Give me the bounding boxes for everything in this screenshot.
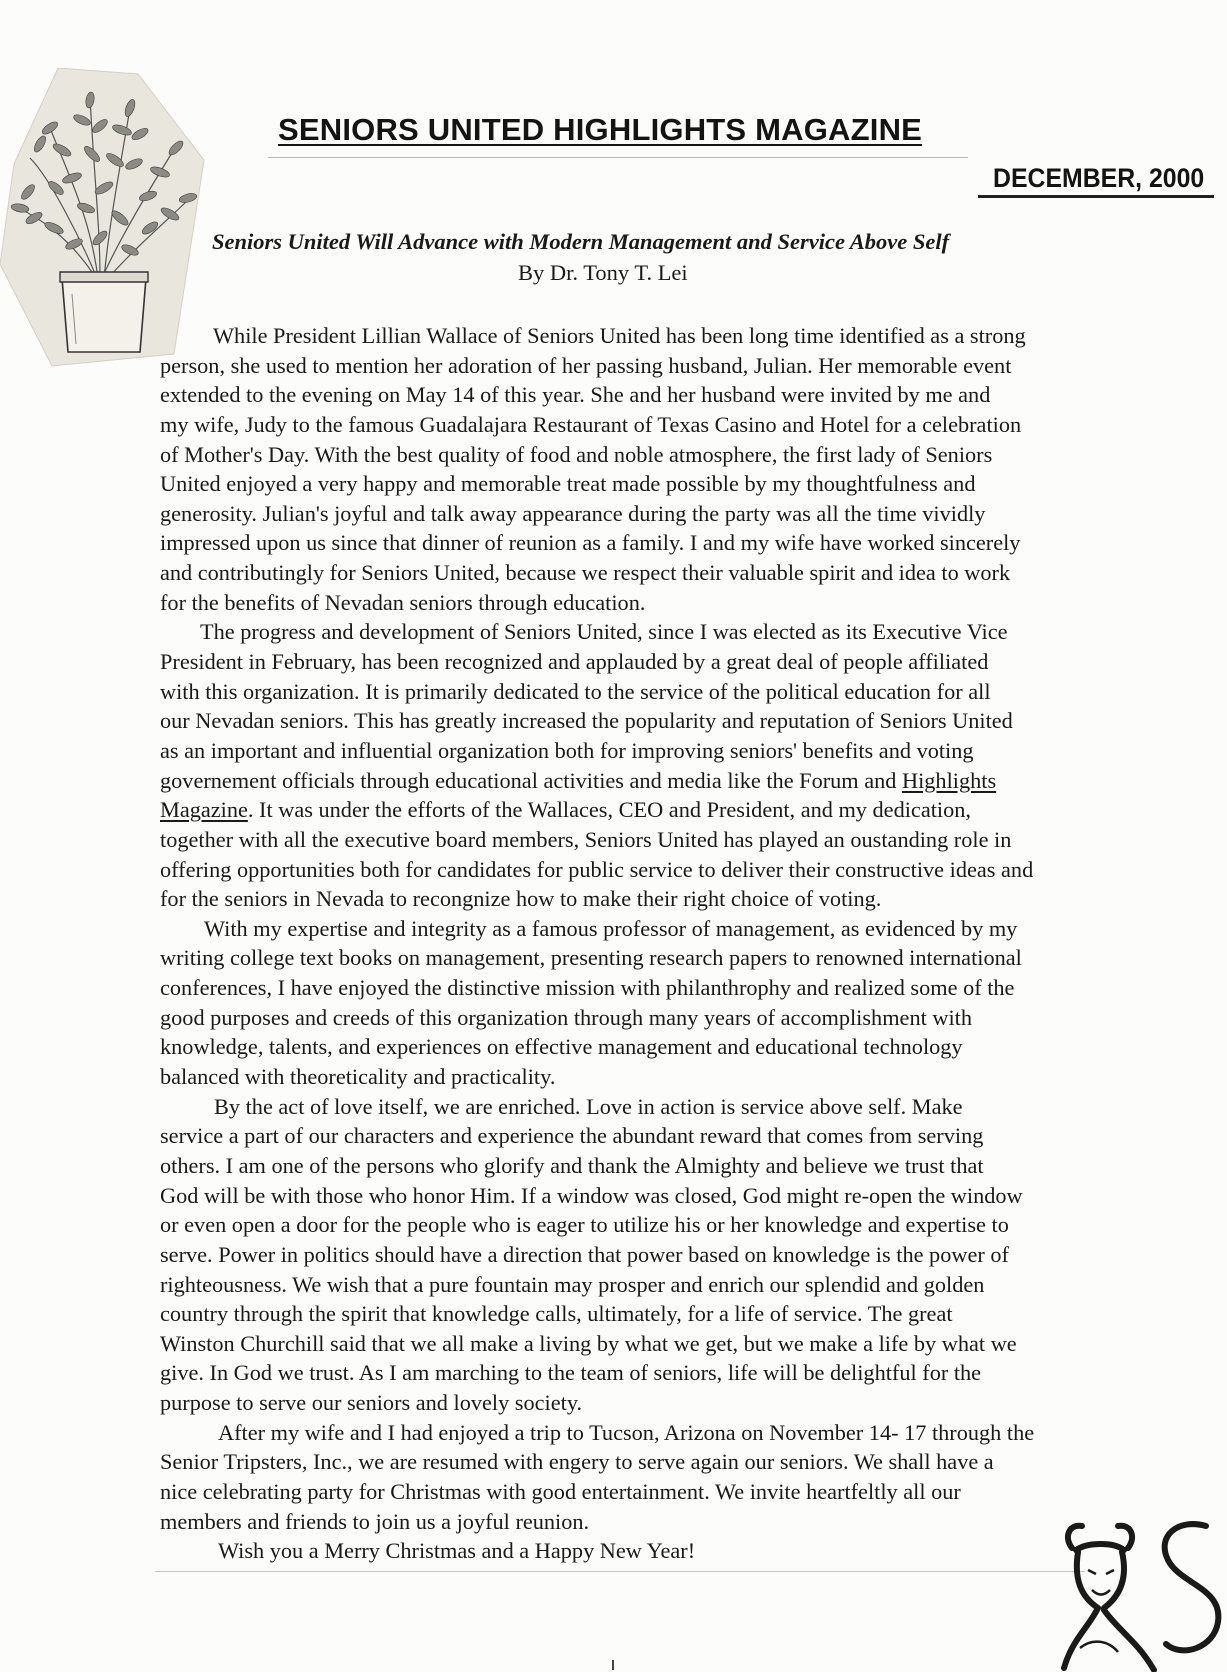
body-line: The progress and development of Seniors United, since I was elected as its Executive Vice bbox=[200, 619, 1008, 645]
body-line: with this organization. It is primarily dedicated to the service of the political education for all bbox=[160, 678, 991, 704]
body-line: Winston Churchill said that we all make a living by what we get, but we make a life by what we bbox=[160, 1330, 1017, 1356]
article-byline: By Dr. Tony T. Lei bbox=[518, 260, 688, 285]
page-mark bbox=[612, 1660, 614, 1670]
body-line: our Nevadan seniors. This has greatly increased the popularity and reputation of Seniors United bbox=[160, 708, 1013, 734]
highlights-magazine-reference: Magazine bbox=[160, 797, 248, 823]
body-line: for the benefits of Nevadan seniors through education. bbox=[160, 589, 646, 615]
body-line: generosity. Julian's joyful and talk away appearance during the party was all the time vividly bbox=[160, 500, 986, 526]
body-line: Senior Tripsters, Inc., we are resumed with engery to serve again our seniors. We shall have a bbox=[160, 1449, 994, 1475]
body-line: offering opportunities both for candidates for public service to deliver their constructive ideas and bbox=[160, 856, 1034, 882]
body-line: knowledge, talents, and experiences on effective management and educational technology bbox=[160, 1034, 963, 1060]
body-line: extended to the evening on May 14 of this year. She and her husband were invited by me and bbox=[160, 382, 991, 408]
issue-date: DECEMBER, 2000 bbox=[993, 163, 1205, 193]
body-line: President in February, has been recognized and applauded by a great deal of people affiliated bbox=[160, 649, 989, 675]
bull-logo-fragment bbox=[1058, 1518, 1227, 1672]
body-line: as an important and influential organization both for improving seniors' benefits and voting bbox=[160, 737, 974, 763]
highlights-magazine-reference: Highlights bbox=[901, 767, 997, 793]
magazine-title: SENIORS UNITED HIGHLIGHTS MAGAZINE bbox=[278, 112, 923, 147]
closing-divider bbox=[155, 1571, 1085, 1572]
body-line: or even open a door for the people who is eager to utilize his or her knowledge and expertise to bbox=[160, 1212, 1009, 1238]
body-line: of Mother's Day. With the best quality of food and noble atmosphere, the first lady of Seniors bbox=[160, 441, 993, 467]
body-line: give. In God we trust. As I am marching to the team of seniors, life will be delightful for the bbox=[160, 1360, 982, 1386]
body-line: together with all the executive board members, Seniors United has played an oustanding role in bbox=[160, 826, 1012, 852]
body-line bbox=[160, 766, 1160, 796]
body-line: United enjoyed a very happy and memorable treat made possible by my thoughtfulness and bbox=[160, 471, 976, 497]
body-line: God will be with those who honor Him. If a window was closed, God might re-open the window bbox=[160, 1182, 1023, 1208]
body-line: writing college text books on management, presenting research papers to renowned international bbox=[160, 945, 1022, 971]
body-line: person, she used to mention her adoration of her passing husband, Julian. Her memorable event bbox=[160, 352, 1012, 378]
body-line: members and friends to join us a joyful reunion. bbox=[160, 1508, 590, 1534]
body-line: service a part of our characters and experience the abundant reward that comes from serving bbox=[160, 1123, 984, 1149]
article-title: Seniors United Will Advance with Modern Management and Service Above Self bbox=[212, 229, 950, 254]
article-body bbox=[160, 321, 1160, 1566]
body-line-text: . It was under the efforts of the Wallaces, CEO and President, and my dedication, bbox=[247, 797, 971, 823]
body-line-text: governement officials through educational activities and media like the Forum and bbox=[160, 767, 902, 793]
issue-date-underline bbox=[978, 195, 1214, 198]
body-line: my wife, Judy to the famous Guadalajara Restaurant of Texas Casino and Hotel for a celebration bbox=[160, 411, 1022, 437]
body-line: After my wife and I had enjoyed a trip to Tucson, Arizona on November 14- 17 through the bbox=[218, 1419, 1035, 1445]
body-line: righteousness. We wish that a pure fountain may prosper and enrich our splendid and golden bbox=[160, 1271, 985, 1297]
body-line: With my expertise and integrity as a famous professor of management, as evidenced by my bbox=[204, 915, 1018, 941]
body-line: good purposes and creeds of this organization through many years of accomplishment with bbox=[160, 1004, 972, 1030]
body-line: nice celebrating party for Christmas with good entertainment. We invite heartfeltly all our bbox=[160, 1478, 961, 1504]
body-line: purpose to serve our seniors and lovely society. bbox=[160, 1390, 583, 1416]
body-line: balanced with theoreticality and practicality. bbox=[160, 1064, 556, 1090]
body-line: country through the spirit that knowledge calls, ultimately, for a life of service. The great bbox=[160, 1301, 953, 1327]
body-line: By the act of love itself, we are enriched. Love in action is service above self. Make bbox=[214, 1093, 963, 1119]
body-line: Wish you a Merry Christmas and a Happy New Year! bbox=[218, 1538, 696, 1564]
body-line bbox=[160, 795, 1160, 825]
body-line: serve. Power in politics should have a direction that power based on knowledge is the power of bbox=[160, 1241, 1009, 1267]
masthead-divider bbox=[268, 157, 968, 158]
body-line: impressed upon us since that dinner of reunion as a family. I and my wife have worked sincerely bbox=[160, 530, 1021, 556]
body-line: and contributingly for Seniors United, because we respect their valuable spirit and idea to work bbox=[160, 560, 1011, 586]
body-line: others. I am one of the persons who glorify and thank the Almighty and believe we trust that bbox=[160, 1152, 984, 1178]
body-line: for the seniors in Nevada to recongnize how to make their right choice of voting. bbox=[160, 886, 882, 912]
body-line: While President Lillian Wallace of Seniors United has been long time identified as a strong bbox=[213, 323, 1026, 348]
body-line: conferences, I have enjoyed the distinctive mission with philanthrophy and realized some of the bbox=[160, 975, 1015, 1001]
